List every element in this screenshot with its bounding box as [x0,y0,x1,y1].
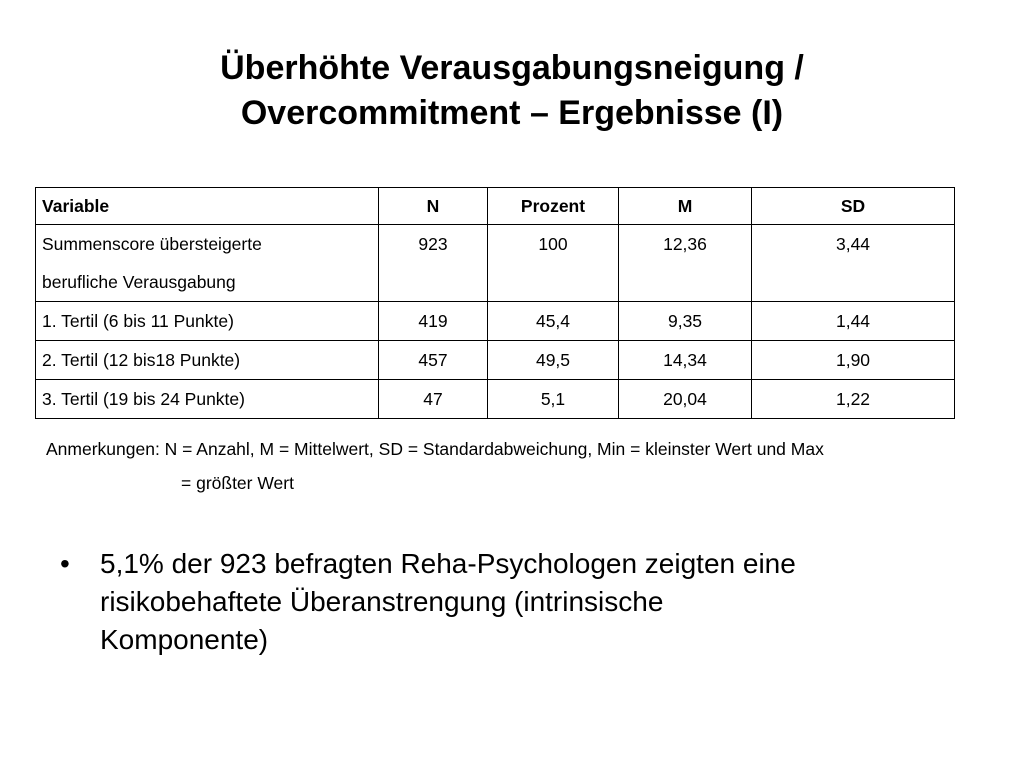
cell-variable: 2. Tertil (12 bis18 Punkte) [36,341,379,380]
table-note [46,432,976,500]
header-prozent: Prozent [488,188,619,225]
results-table [35,187,955,419]
cell-variable [36,225,379,302]
cell-m: 9,35 [619,302,752,341]
cell-prozent: 100 [488,225,619,302]
bullet-list [60,545,980,659]
cell-sd: 1,22 [752,380,955,419]
header-m: M [619,188,752,225]
cell-sd: 1,90 [752,341,955,380]
list-item [60,545,980,659]
bullet-text-line-3: Komponente) [100,624,269,655]
cell-sd: 3,44 [752,225,955,302]
table-note-line-2: = größter Wert [181,473,294,493]
bullet-icon: • [60,548,70,579]
cell-m: 20,04 [619,380,752,419]
bullet-text-line-1: 5,1% der 923 befragten Reha-Psychologen zeigten eine [100,548,796,579]
cell-variable: 1. Tertil (6 bis 11 Punkte) [36,302,379,341]
header-sd: SD [752,188,955,225]
cell-prozent: 5,1 [488,380,619,419]
bullet-text-line-2: risikobehaftete Überanstrengung (intrinsische [100,586,664,617]
table-row [36,302,955,341]
table-note-line-1: Anmerkungen: N = Anzahl, M = Mittelwert, SD = Standardabweichung, Min = kleinster Wert und Max [46,439,824,459]
table-row [36,341,955,380]
cell-sd: 1,44 [752,302,955,341]
cell-m: 12,36 [619,225,752,302]
cell-variable: 3. Tertil (19 bis 24 Punkte) [36,380,379,419]
table-row [36,380,955,419]
cell-m: 14,34 [619,341,752,380]
cell-variable-line-1: Summenscore übersteigerte [42,234,262,254]
cell-prozent: 49,5 [488,341,619,380]
cell-variable-line-2: berufliche Verausgabung [42,272,236,292]
slide-title-line-1: Überhöhte Verausgabungsneigung / [220,49,804,87]
cell-n: 923 [379,225,488,302]
cell-n: 419 [379,302,488,341]
cell-n: 47 [379,380,488,419]
cell-n: 457 [379,341,488,380]
slide-title [0,46,1024,136]
slide-title-line-2: Overcommitment – Ergebnisse (I) [240,94,784,132]
table-header-row [36,188,955,225]
cell-prozent: 45,4 [488,302,619,341]
header-n: N [379,188,488,225]
header-variable: Variable [36,188,379,225]
table-row [36,225,955,302]
